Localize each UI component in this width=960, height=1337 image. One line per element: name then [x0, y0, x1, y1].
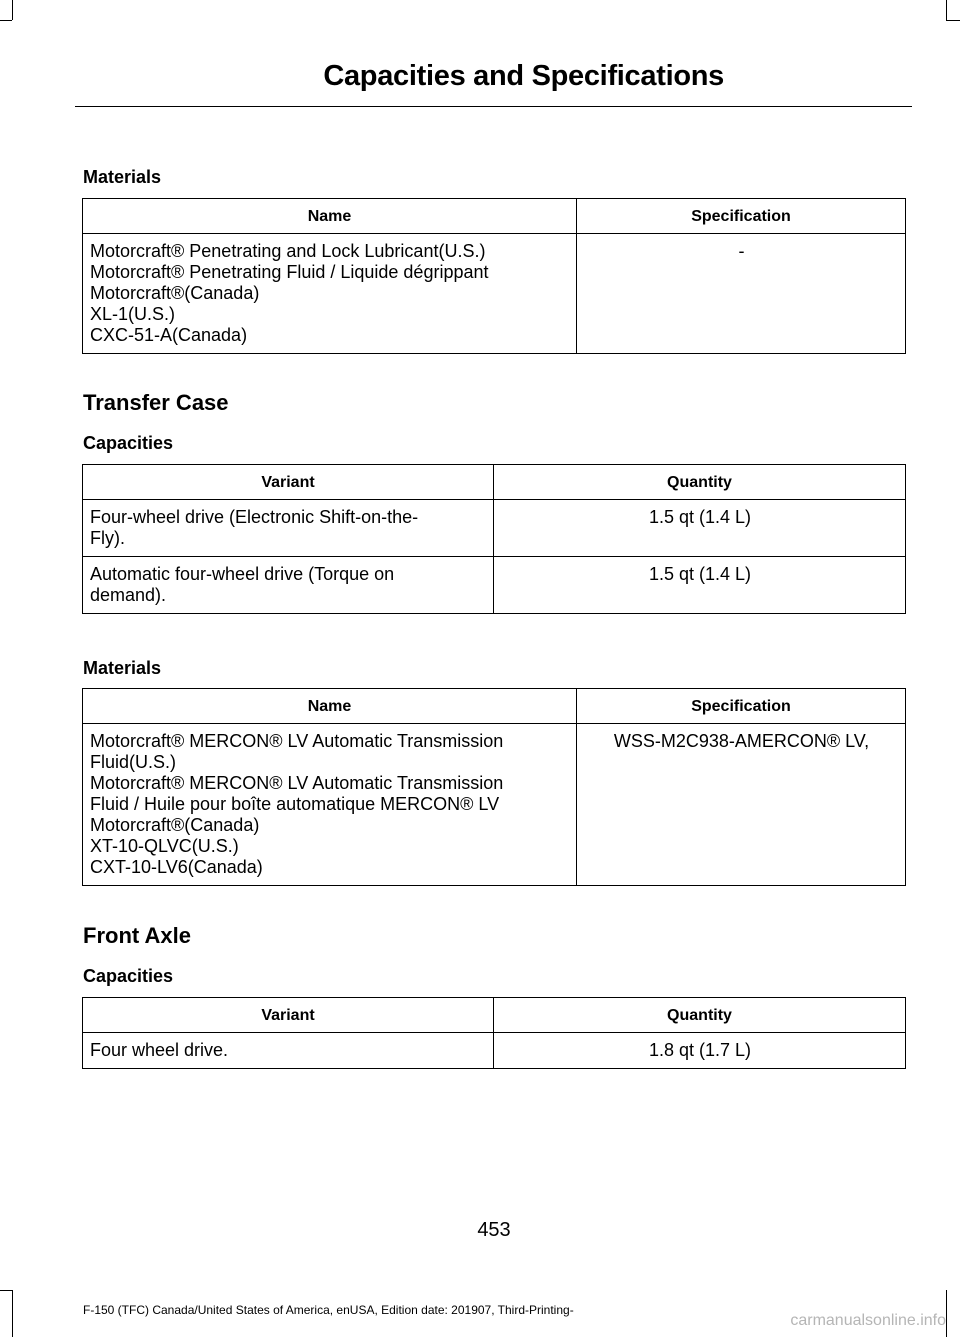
column-header-name: Name	[83, 689, 577, 724]
materials-heading: Materials	[83, 167, 162, 187]
title-divider	[75, 106, 912, 107]
crop-mark-top-left-horizontal	[0, 20, 12, 21]
page-title: Capacities and Specifications	[323, 60, 724, 92]
crop-mark-bottom-right	[946, 1290, 947, 1337]
table-row	[83, 500, 906, 557]
name-line: CXT-10-LV6(Canada)	[90, 857, 263, 877]
column-header-specification: Specification	[577, 689, 906, 724]
page-number: 453	[477, 1219, 511, 1241]
name-line: Fluid / Huile pour boîte automatique MERCON® LV	[90, 794, 500, 814]
crop-mark-top-left	[12, 0, 13, 20]
capacities-heading: Capacities	[83, 433, 174, 453]
variant-cell	[83, 500, 494, 557]
name-cell	[83, 724, 577, 886]
name-line: Motorcraft®(Canada)	[90, 283, 260, 303]
crop-mark-top-right	[946, 0, 947, 20]
materials-table	[82, 198, 906, 354]
name-line: Motorcraft® MERCON® LV Automatic Transmission	[90, 773, 504, 793]
name-line: XL-1(U.S.)	[90, 304, 176, 324]
quantity-cell: 1.5 qt (1.4 L)	[494, 500, 906, 557]
column-header-quantity: Quantity	[494, 465, 906, 500]
name-line: CXC-51-A(Canada)	[90, 325, 248, 345]
table-row	[83, 557, 906, 614]
column-header-variant: Variant	[83, 465, 494, 500]
footer-edition-text: F-150 (TFC) Canada/United States of America, enUSA, Edition date: 201907, Third-Printing-	[83, 1303, 574, 1317]
quantity-cell: 1.5 qt (1.4 L)	[494, 557, 906, 614]
table-header-row	[83, 199, 906, 234]
variant-cell: Four wheel drive.	[83, 1033, 494, 1069]
name-cell	[83, 234, 577, 354]
table-header-row	[83, 998, 906, 1033]
crop-mark-bottom-left	[12, 1290, 13, 1337]
transfer-case-heading: Transfer Case	[83, 390, 229, 415]
column-header-variant: Variant	[83, 998, 494, 1033]
name-line: Motorcraft® MERCON® LV Automatic Transmission	[90, 731, 504, 751]
table-header-row	[83, 689, 906, 724]
specification-cell: -	[577, 234, 906, 354]
table-row	[83, 1033, 906, 1069]
transfer-case-materials-table	[82, 688, 906, 886]
variant-line: demand).	[90, 585, 167, 605]
variant-line: Fly).	[90, 528, 125, 548]
name-line: Motorcraft® Penetrating and Lock Lubricant(U.S.)	[90, 241, 486, 261]
front-axle-heading: Front Axle	[83, 923, 191, 948]
specification-cell: WSS-M2C938-AMERCON® LV,	[577, 724, 906, 886]
name-line: XT-10-QLVC(U.S.)	[90, 836, 239, 856]
table-row	[83, 724, 906, 886]
materials-heading: Materials	[83, 658, 162, 678]
crop-mark-top-right-horizontal	[946, 20, 960, 21]
quantity-cell: 1.8 qt (1.7 L)	[494, 1033, 906, 1069]
name-line: Fluid(U.S.)	[90, 752, 177, 772]
name-line: Motorcraft®(Canada)	[90, 815, 260, 835]
name-line: Motorcraft® Penetrating Fluid / Liquide dégrippant	[90, 262, 489, 282]
table-row	[83, 234, 906, 354]
crop-mark-bottom-left-horizontal	[0, 1290, 12, 1291]
watermark: carmanualsonline.info	[790, 1312, 946, 1329]
column-header-specification: Specification	[577, 199, 906, 234]
variant-line: Automatic four-wheel drive (Torque on	[90, 564, 395, 584]
table-header-row	[83, 465, 906, 500]
column-header-quantity: Quantity	[494, 998, 906, 1033]
column-header-name: Name	[83, 199, 577, 234]
variant-cell	[83, 557, 494, 614]
variant-line: Four-wheel drive (Electronic Shift-on-the-	[90, 507, 419, 527]
capacities-heading: Capacities	[83, 966, 174, 986]
transfer-case-capacities-table	[82, 464, 906, 614]
front-axle-capacities-table	[82, 997, 906, 1069]
